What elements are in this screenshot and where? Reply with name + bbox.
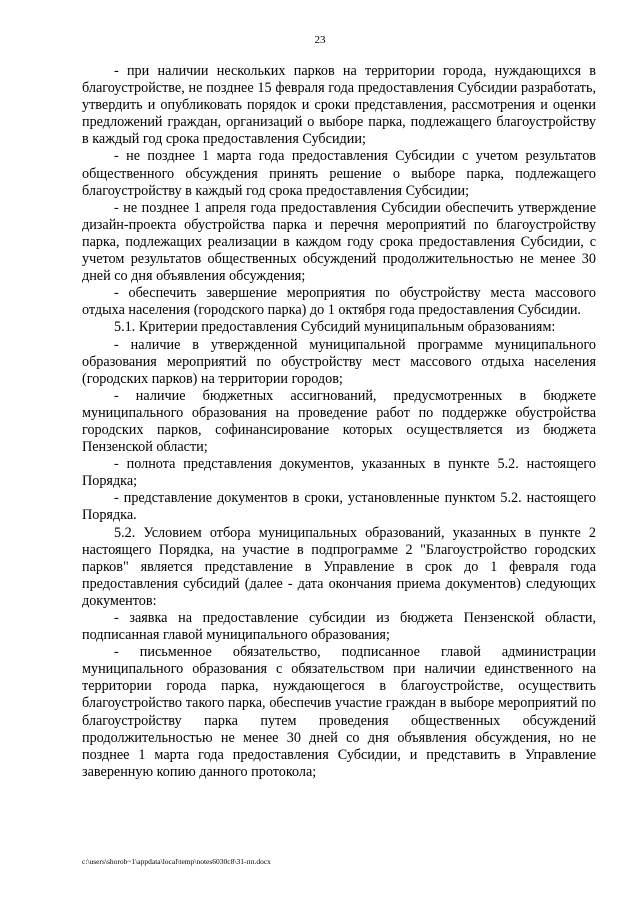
paragraph-criterion-deadlines: - представление документов в сроки, установленные пунктом 5.2. настоящего Порядка. <box>82 490 596 524</box>
paragraph-written-obligation: - письменное обязательство, подписанное главой администрации муниципального образования с обязательством при наличии единственного на территории города парка, нуждающегося в благоустройстве, осуществить благоустройство такого парка, обеспечив участие граждан в выборе мероприятий по благоустройству парка путем проведения общественных обсуждений продолжительностью не менее 30 дней со дня объявления обсуждения, но не позднее 1 марта года предоставления Субсидии, и представить в Управление заверенную копию данного протокола; <box>82 644 596 780</box>
document-body <box>82 63 596 781</box>
paragraph-criterion-program: - наличие в утвержденной муниципальной программе муниципального образования мероприятий по обустройству мест массового отдыха населения (городских парков) на территории городов; <box>82 336 596 387</box>
paragraph-selection-condition: 5.2. Условием отбора муниципальных образований, указанных в пункте 2 настоящего Порядка, на участие в подпрограмме 2 "Благоустройство городских парков" является представление в Управление в срок до 1 февраля года предоставления субсидий (далее - дата окончания приема документов) следующих документов: <box>82 524 596 609</box>
paragraph-criterion-budget: - наличие бюджетных ассигнований, предусмотренных в бюджете муниципального образования на проведение работ по поддержке обустройства городских парков, софинансирование которых осуществляется из бюджета Пензенской области; <box>82 387 596 456</box>
paragraph-criteria-heading: 5.1. Критерии предоставления Субсидий муниципальным образованиям: <box>114 319 556 336</box>
paragraph-design-project-approval: - не позднее 1 апреля года предоставления Субсидии обеспечить утверждение дизайн-проекта обустройства парка и перечня мероприятий по благоустройству парка, подлежащих реализации в каждом году срока предоставления Субсидии, с учетом результатов общественных обсуждений продолжительностью не менее 30 дней со дня объявления обсуждения; <box>82 199 596 285</box>
paragraph-completion-deadline: - обеспечить завершение мероприятия по обустройству места массового отдыха населения (городского парка) до 1 октября года предоставления Субсидии. <box>82 285 596 319</box>
paragraph-parks-selection-procedure: - при наличии нескольких парков на территории города, нуждающихся в благоустройстве, не позднее 15 февраля года предоставления Субсидии разработать, утвердить и опубликовать порядок и сроки представления, рассмотрения и оценки предложений граждан, организаций о выборе парка, подлежащего благоустройству в каждый год срока предоставления Субсидии; <box>82 63 596 148</box>
paragraph-application: - заявка на предоставление субсидии из бюджета Пензенской области, подписанная главой муниципального образования; <box>82 610 596 644</box>
paragraph-park-decision-deadline: - не позднее 1 марта года предоставления Субсидии с учетом результатов общественного обсуждения принять решение о выборе парка, подлежащего благоустройству в каждый год срока предоставления Субсидии; <box>82 148 596 199</box>
footer-file-path: c:\users\shorob~1\appdata\local\temp\notes6030c8\31-пп.docx <box>82 857 271 866</box>
paragraph-criterion-documents: - полнота представления документов, указанных в пункте 5.2. настоящего Порядка; <box>82 456 596 490</box>
page-number: 23 <box>314 34 326 46</box>
